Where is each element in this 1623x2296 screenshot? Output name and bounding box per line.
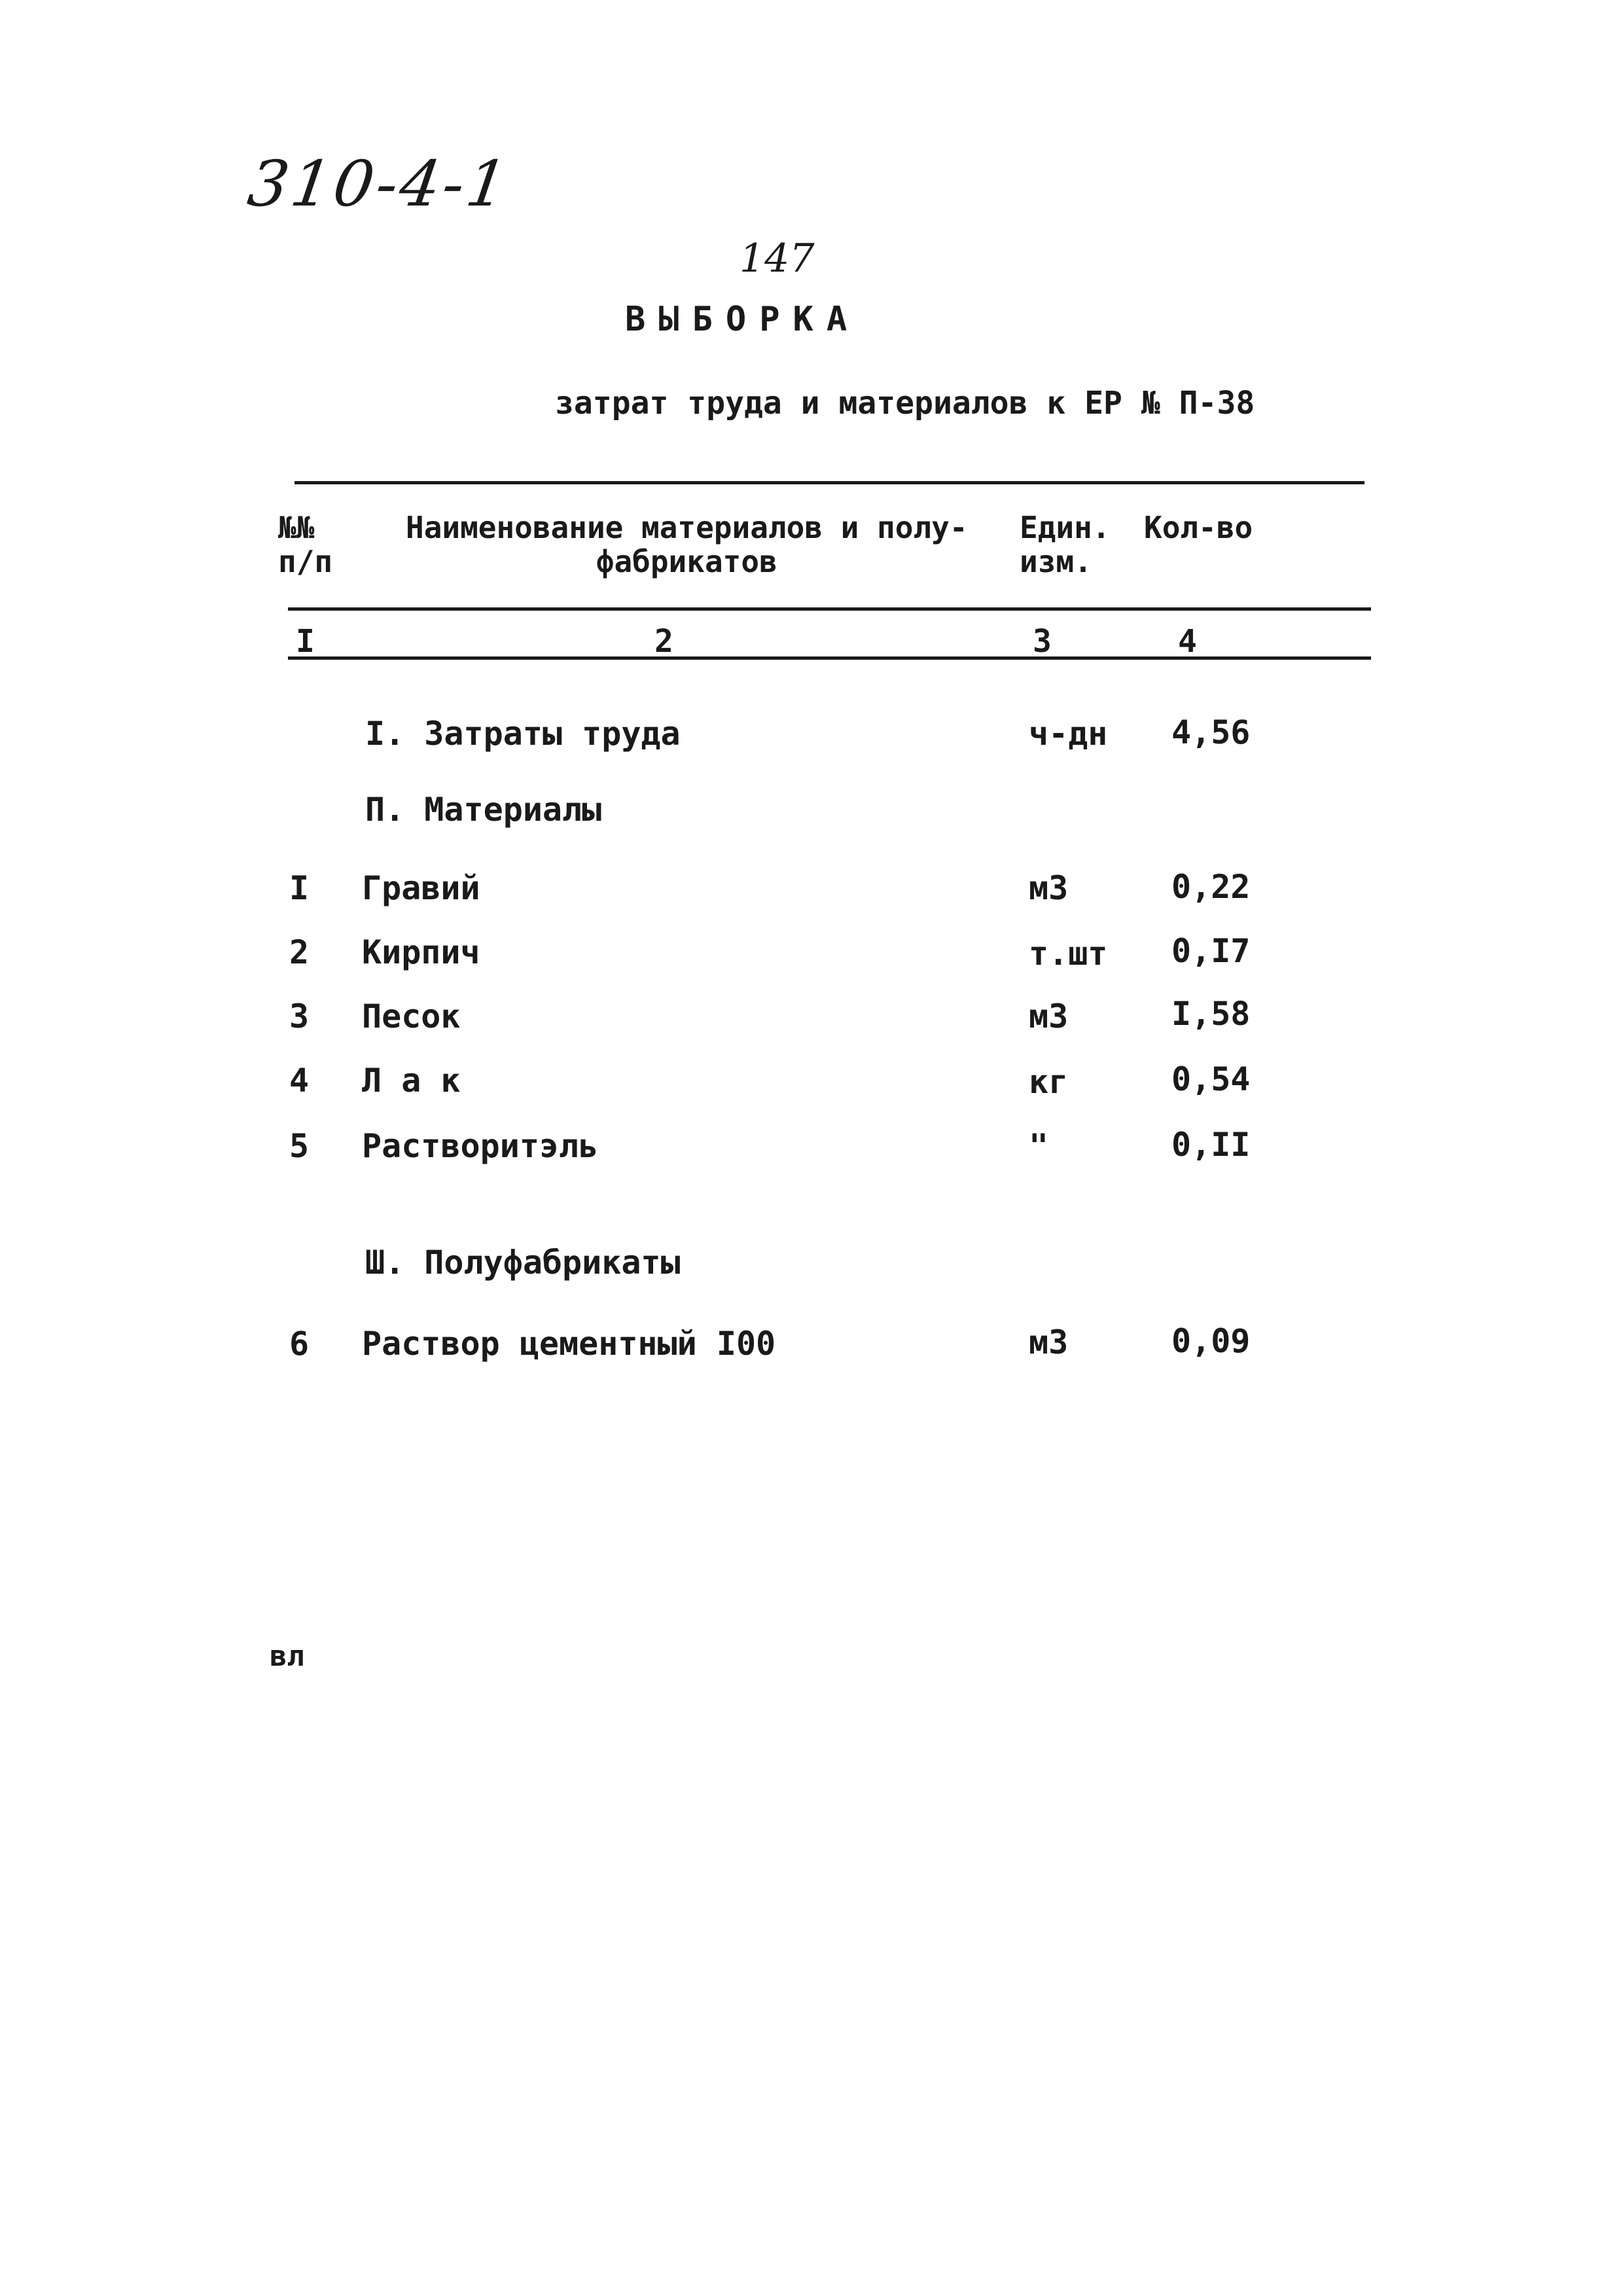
table-row-unit: м3 xyxy=(1029,1323,1069,1361)
header-unit: Един. изм. xyxy=(1020,510,1111,579)
table-row-name: Растворитэль xyxy=(362,1127,599,1165)
table-row-quantity: 0,54 xyxy=(1171,1060,1251,1098)
table-row-name: Раствор цементный I00 xyxy=(362,1325,776,1363)
header-material-name: Наименование материалов и полу- фабрикатов xyxy=(406,510,968,579)
labor-unit: ч-дн xyxy=(1029,715,1108,753)
labor-section-title: I. Затраты труда xyxy=(365,715,681,753)
table-row-number: 3 xyxy=(289,997,310,1035)
table-row-number: 5 xyxy=(289,1127,310,1165)
table-row-unit: кг xyxy=(1029,1063,1069,1101)
table-row-unit: м3 xyxy=(1029,869,1069,907)
column-number-1: I xyxy=(296,623,315,660)
column-numbers-rule xyxy=(288,656,1371,660)
column-number-2: 2 xyxy=(654,623,673,660)
page-number: 147 xyxy=(740,236,815,281)
table-top-rule xyxy=(294,481,1364,484)
table-row-quantity: 0,09 xyxy=(1171,1322,1251,1360)
header-bottom-rule xyxy=(288,607,1371,611)
table-row-quantity: I,58 xyxy=(1171,995,1251,1033)
table-row-number: 6 xyxy=(289,1325,310,1363)
table-row-quantity: 0,II xyxy=(1171,1126,1251,1164)
table-row-number: 2 xyxy=(289,933,310,971)
table-row-unit: т.шт xyxy=(1029,935,1108,973)
table-row-quantity: 0,I7 xyxy=(1171,932,1251,970)
table-row-unit: м3 xyxy=(1029,997,1069,1035)
column-number-3: 3 xyxy=(1033,623,1052,660)
materials-section-title: П. Материалы xyxy=(365,791,602,829)
table-row-name: Песок xyxy=(362,997,461,1035)
document-code: 310-4-1 xyxy=(243,147,515,221)
table-row-unit: " xyxy=(1029,1127,1049,1165)
table-row-quantity: 0,22 xyxy=(1171,868,1251,906)
table-row-name: Гравий xyxy=(362,869,480,907)
table-row-name: Кирпич xyxy=(362,933,480,971)
page-title: ВЫБОРКА xyxy=(625,300,861,339)
table-row-name: Л а к xyxy=(362,1062,461,1100)
labor-quantity: 4,56 xyxy=(1171,713,1251,751)
table-row-number: 4 xyxy=(289,1062,310,1100)
table-row-number: I xyxy=(289,869,310,907)
page-subtitle: затрат труда и материалов к ЕР № П-38 xyxy=(555,385,1255,422)
header-quantity: Кол-во xyxy=(1144,510,1253,545)
footer-initials: вл xyxy=(270,1640,304,1673)
column-number-4: 4 xyxy=(1178,623,1197,660)
header-row-number: №№ п/п xyxy=(278,510,333,579)
semi-products-section-title: Ш. Полуфабрикаты xyxy=(365,1244,681,1282)
